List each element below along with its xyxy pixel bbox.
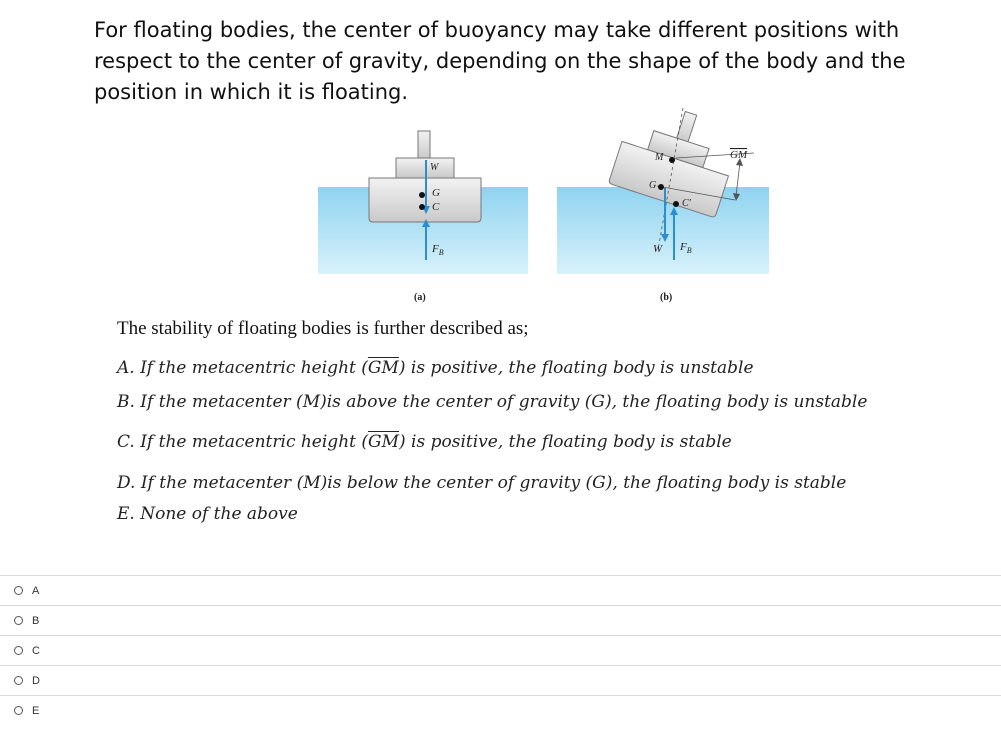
gravity-point-b	[658, 184, 664, 190]
choice-d-label: D	[32, 674, 40, 687]
buoyancy-figure	[310, 100, 780, 315]
caption-a: (a)	[414, 292, 426, 303]
choice-b[interactable]	[0, 605, 1001, 635]
stability-text: The stability of floating bodies is further described as;	[117, 318, 529, 339]
buoyancy-point-b	[673, 201, 679, 207]
label-gm-b: GM	[730, 149, 748, 161]
choice-d[interactable]	[0, 665, 1001, 695]
choice-a[interactable]	[0, 575, 1001, 605]
option-a-text: A. If the metacentric height $(\overline{GM})$ is positive, the floating body is unstable	[117, 358, 754, 378]
question-intro: For floating bodies, the center of buoyancy may take different positions with respect to the center of gravity, depending on the shape of the body and the position in which it is floating.	[94, 18, 906, 104]
label-w-b: W	[653, 243, 663, 255]
radio-e[interactable]	[14, 706, 23, 715]
choice-a-label: A	[32, 584, 40, 597]
caption-b: (b)	[660, 292, 673, 303]
radio-a[interactable]	[14, 586, 23, 595]
choice-c[interactable]	[0, 635, 1001, 665]
radio-c[interactable]	[14, 646, 23, 655]
radio-b[interactable]	[14, 616, 23, 625]
choice-b-label: B	[32, 614, 40, 627]
label-w-a: W	[430, 162, 439, 173]
radio-d[interactable]	[14, 676, 23, 685]
label-g-b: G	[649, 180, 657, 191]
choice-c-label: C	[32, 644, 40, 657]
label-g-a: G	[432, 187, 440, 199]
label-m-b: M	[655, 152, 664, 163]
label-c-b: C′	[682, 198, 691, 209]
option-d-text: D. If the metacenter (M)is below the center of gravity (G), the floating body is stable	[117, 473, 847, 493]
buoyancy-point-a	[419, 204, 425, 210]
label-fb-sub-b: B	[686, 246, 692, 255]
choice-e-label: E	[32, 704, 40, 717]
label-c-a: C	[432, 201, 440, 213]
answer-choices	[0, 575, 1001, 725]
option-c-text: C. If the metacentric height $(\overline{GM})$ is positive, the floating body is stable	[117, 432, 732, 452]
label-fb-a: F	[432, 243, 439, 255]
option-b-text: B. If the metacenter (M)is above the center of gravity (G), the floating body is unstable	[117, 392, 868, 412]
choice-e[interactable]	[0, 695, 1001, 725]
label-fb-sub-a: B	[438, 248, 444, 257]
metacenter-point-b	[669, 157, 675, 163]
gravity-point-a	[419, 192, 425, 198]
label-fb-b: F	[680, 241, 687, 253]
option-e-text: E. None of the above	[117, 504, 298, 524]
